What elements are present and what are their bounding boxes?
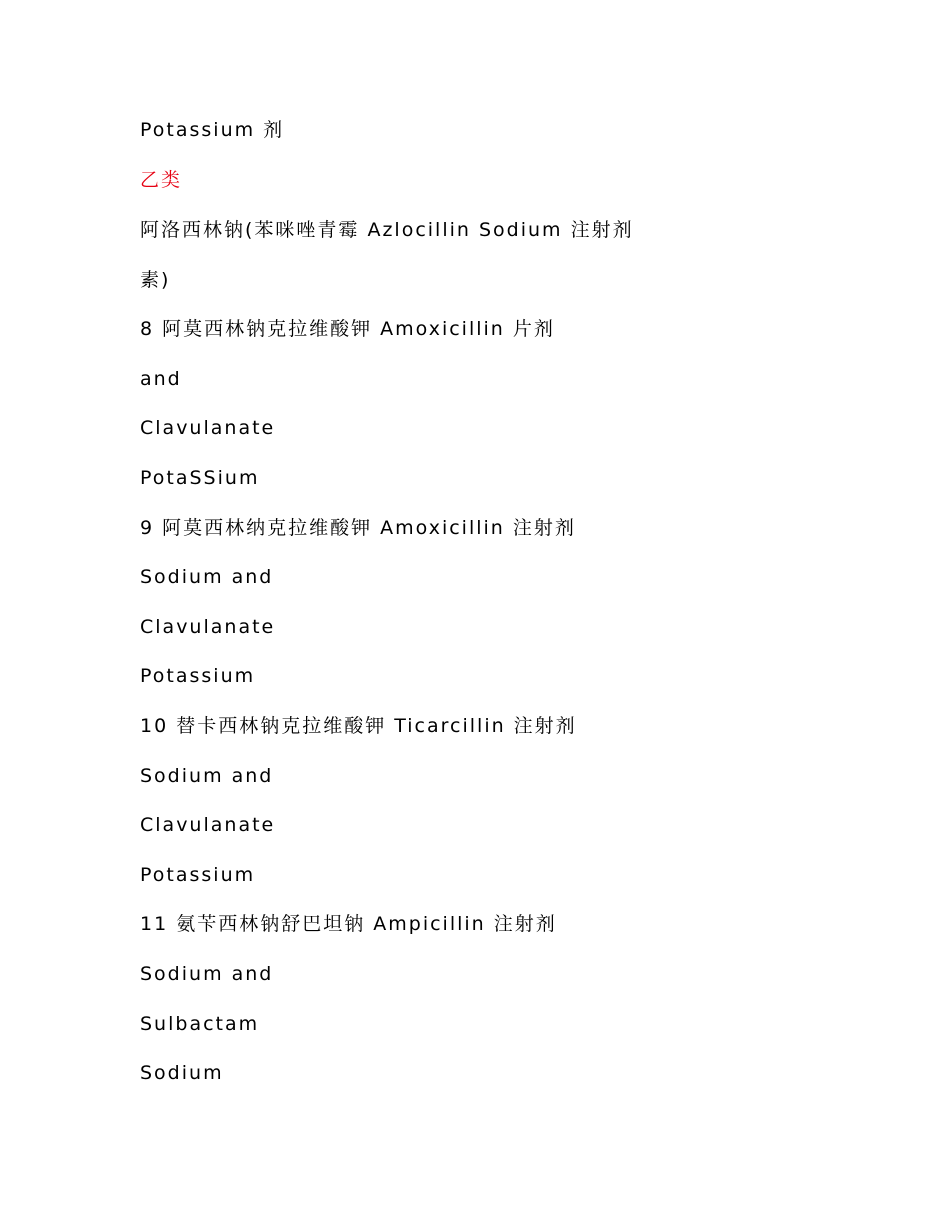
text-line: PotaSSium xyxy=(140,467,260,489)
text-line: Potassium xyxy=(140,665,256,687)
text-line: Potassium 剂 xyxy=(140,119,285,141)
text-line: 10 替卡西林钠克拉维酸钾 Ticarcillin 注射剂 xyxy=(140,715,577,737)
text-line: Sodium and xyxy=(140,566,274,588)
text-line: and xyxy=(140,368,182,390)
text-line: Sodium and xyxy=(140,765,274,787)
text-line: Potassium xyxy=(140,864,256,886)
text-line: 9 阿莫西林纳克拉维酸钾 Amoxicillin 注射剂 xyxy=(140,517,576,539)
text-line: Sodium xyxy=(140,1062,224,1084)
section-heading: 乙类 xyxy=(140,169,183,191)
text-line: Sodium and xyxy=(140,963,274,985)
text-line: 11 氨苄西林钠舒巴坦钠 Ampicillin 注射剂 xyxy=(140,913,557,935)
text-line: 8 阿莫西林钠克拉维酸钾 Amoxicillin 片剂 xyxy=(140,318,555,340)
text-line: Clavulanate xyxy=(140,616,276,638)
text-line: 素) xyxy=(140,269,171,291)
text-line: Clavulanate xyxy=(140,417,276,439)
text-line: Clavulanate xyxy=(140,814,276,836)
text-line: Sulbactam xyxy=(140,1013,260,1035)
text-line: 阿洛西林钠(苯咪唑青霉 Azlocillin Sodium 注射剂 xyxy=(140,219,634,241)
